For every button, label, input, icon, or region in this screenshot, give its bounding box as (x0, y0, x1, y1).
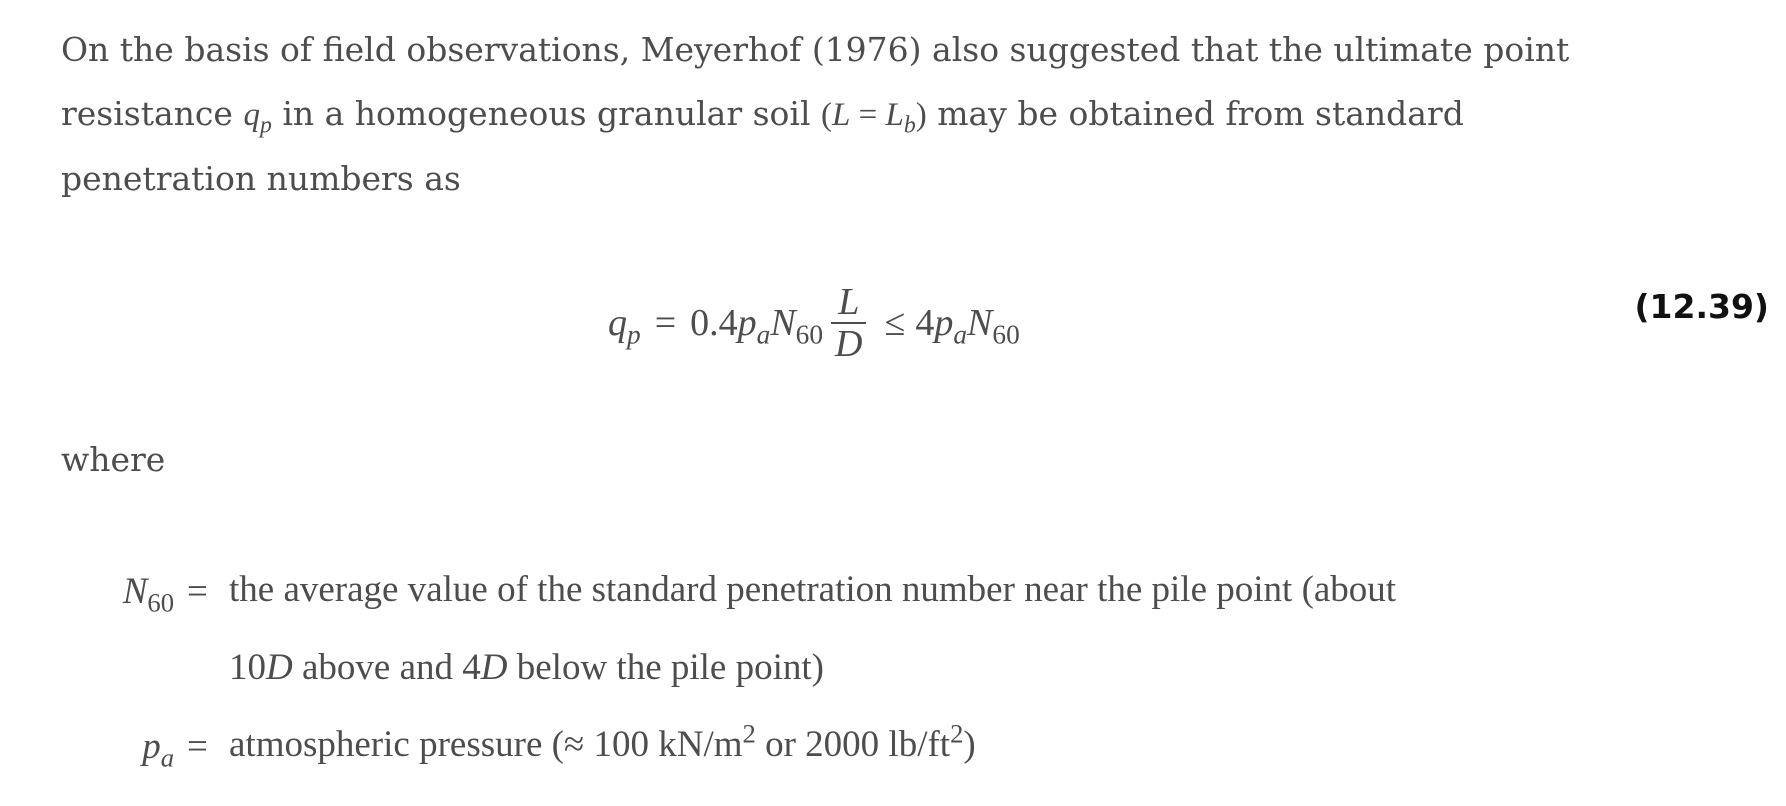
def-desc-n60-line1: the average value of the standard penetration number near the pile point (about (229, 569, 1397, 610)
display-equation (608, 278, 1020, 368)
def-above: above and 4 (292, 647, 481, 688)
eq-n2-sub: 60 (992, 319, 1020, 350)
def-below: below the pile point) (507, 647, 824, 688)
eq-fraction (831, 282, 866, 364)
def-10: 10 (229, 647, 266, 688)
inline-condition (821, 97, 927, 139)
equation-number: (12.39) (1634, 287, 1769, 326)
eq-frac-num: L (838, 281, 860, 323)
def-pa-text: atmospheric pressure (≈ 100 kN/m (229, 724, 743, 765)
def-equals-n60: = (187, 571, 208, 612)
eq-qp (608, 301, 641, 350)
eq-pa2-sub: a (953, 319, 968, 350)
eq-n2-var: N (967, 302, 993, 344)
def-equals-pa: = (187, 726, 208, 767)
inline-qp-sub: p (259, 112, 272, 139)
eq-q: q (608, 302, 627, 344)
eq-n60-2 (967, 301, 1020, 350)
cond-Lb-sub: b (903, 112, 916, 139)
eq-leq: ≤ (884, 302, 906, 344)
def-desc-n60 (229, 551, 1589, 707)
inline-qp-var: q (243, 97, 260, 133)
where-label: where (61, 440, 166, 479)
def-n-var: N (122, 571, 148, 612)
intro-line-2 (61, 82, 1621, 147)
cond-Lb: L (885, 97, 904, 133)
intro-line-2-text-b: in a homogeneous granular soil (282, 94, 811, 133)
eq-pa2-var: p (934, 302, 954, 344)
def-p-var: p (142, 726, 161, 767)
eq-q-sub: p (627, 319, 641, 350)
eq-n-var: N (770, 302, 796, 344)
cond-eq: = (850, 97, 886, 133)
eq-n-sub: 60 (795, 319, 824, 350)
eq-pa-var: p (737, 302, 757, 344)
def-desc-pa (229, 706, 1589, 784)
intro-line-2-text-a: resistance (61, 94, 233, 133)
intro-paragraph (61, 18, 1621, 211)
def-symbol-pa (142, 725, 174, 773)
cond-close: ) (915, 97, 927, 133)
inline-qp (243, 97, 272, 139)
def-symbol-n60 (122, 570, 174, 618)
eq-coef2: 4 (915, 302, 935, 344)
eq-pa (737, 301, 771, 350)
cond-L: L (832, 97, 851, 133)
def-pa-sup1: 2 (742, 718, 756, 749)
eq-pa-2 (934, 301, 968, 350)
intro-line-1: On the basis of field observations, Meyerhof (1976) also suggested that the ultimate point (61, 30, 1570, 69)
eq-equals: = (654, 302, 677, 344)
intro-line-2-text-c: may be obtained from standard (937, 94, 1464, 133)
def-desc-n60-line2 (229, 629, 1589, 707)
def-pa-sup2: 2 (950, 718, 964, 749)
eq-frac-den: D (835, 323, 863, 365)
def-pa-mid: or 2000 lb/ft (755, 724, 951, 765)
eq-pa-sub: a (756, 319, 771, 350)
def-pa-end: ) (963, 724, 976, 765)
def-p-sub: a (160, 742, 174, 773)
eq-n60 (770, 301, 824, 350)
cond-open: ( (821, 97, 833, 133)
def-n-sub: 60 (147, 587, 174, 618)
def-D2: D (480, 647, 508, 688)
eq-coef1: 0.4 (690, 302, 738, 344)
def-D1: D (266, 647, 293, 688)
intro-line-3: penetration numbers as (61, 159, 461, 198)
